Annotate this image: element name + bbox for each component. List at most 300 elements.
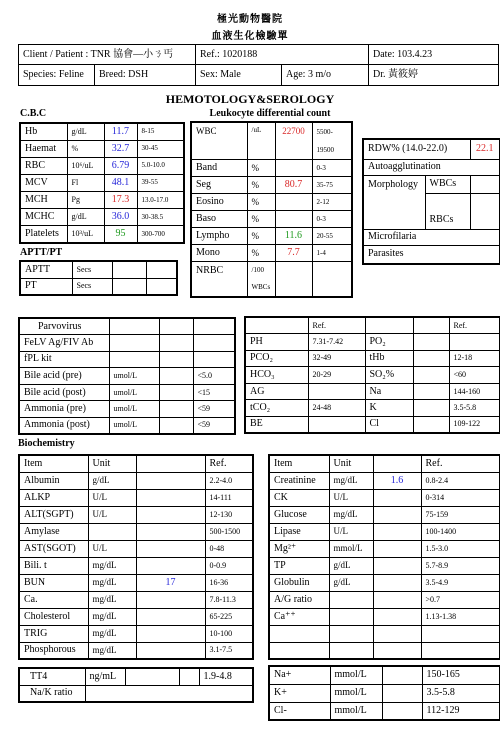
biochem-unit: U/L (329, 489, 373, 506)
biochem-unit: mg/dL (88, 642, 136, 659)
leuk-row (191, 194, 352, 211)
gas-ref-right: <60 (449, 367, 500, 384)
gas-ref-left: 24-48 (308, 400, 365, 417)
cbc-item: MCV (20, 174, 67, 191)
leuk-item: Lympho (191, 228, 247, 245)
tt4-ref: 1.9-4.8 (199, 668, 253, 685)
report-title: 血液生化檢驗單 (211, 31, 289, 42)
cbc-item: MCH (20, 192, 67, 209)
biochem-unit (329, 625, 373, 642)
aptt-item: PT (20, 278, 72, 295)
gas-item-right: SO₂% (365, 367, 413, 384)
biochem-unit: U/L (88, 540, 136, 557)
electrolyte-unit: mmol/L (330, 702, 382, 720)
biochem-unit: mmol/L (329, 540, 373, 557)
biochem-header-ref: Ref. (421, 455, 500, 472)
biochem-ref: 5.7-8.9 (421, 557, 500, 574)
biochem-unit (329, 591, 373, 608)
gas-row (245, 416, 500, 433)
biochem-row (19, 608, 253, 625)
biochem-header-row (269, 455, 500, 472)
nrbc-row (191, 262, 352, 298)
biochem-ref: 1.5-3.0 (421, 540, 500, 557)
client-patient: Client / Patient : TNR 協會—小ㄋ丐 (19, 45, 196, 65)
gas-row (245, 400, 500, 417)
biochem-unit: mg/dL (88, 574, 136, 591)
serology-ref: <15 (193, 384, 235, 401)
cbc-unit: 10⁶/uL (67, 157, 104, 174)
serology-row (19, 417, 235, 434)
cbc-value: 95 (104, 226, 137, 243)
serology-ref (193, 335, 235, 352)
biochem-ref: 3.5-4.9 (421, 574, 500, 591)
gas-ref-right (449, 334, 500, 351)
serology-unit (109, 335, 159, 352)
serology-row (19, 401, 235, 418)
biochem-ref: 75-159 (421, 506, 500, 523)
gas-item-left: AG (245, 383, 308, 400)
serology-unit (109, 351, 159, 368)
leuk-unit: % (247, 245, 275, 262)
leuk-item: Eosino (191, 194, 247, 211)
biochem-item: A/G ratio (269, 591, 329, 608)
biochem-left-table (18, 454, 254, 660)
electrolyte-ref: 3.5-5.8 (422, 684, 500, 702)
biochem-value (373, 557, 421, 574)
leuk-unit: % (247, 228, 275, 245)
biochem-ref: 500-1500 (205, 523, 253, 540)
biochem-item: Bili. t (19, 557, 88, 574)
gas-ref-right: 109-122 (449, 416, 500, 433)
biochem-row (19, 472, 253, 489)
biochem-ref: 1.13-1.38 (421, 608, 500, 625)
blood-gas-table (244, 316, 500, 434)
gas-item-left: PH (245, 334, 308, 351)
biochem-ref: 100-1400 (421, 523, 500, 540)
leuk-ref: 0-3 (312, 211, 352, 228)
ref-number: Ref.: 1020188 (196, 45, 369, 65)
biochem-row (269, 506, 500, 523)
electrolyte-ref: 150-165 (422, 666, 500, 684)
biochem-unit: mg/dL (88, 608, 136, 625)
parasites: Parasites (363, 245, 500, 264)
gas-item-left: tCO₂ (245, 400, 308, 417)
gas-item-right: PO₂ (365, 334, 413, 351)
leuk-item: Baso (191, 211, 247, 228)
aptt-row (20, 261, 177, 278)
biochem-ref: 0-0.9 (205, 557, 253, 574)
cbc-row (20, 174, 184, 191)
biochem-ref: 14-111 (205, 489, 253, 506)
leuk-ref: 2-12 (312, 194, 352, 211)
leuk-value: 7.7 (275, 245, 312, 262)
leuk-item: Mono (191, 245, 247, 262)
nrbc-unit: /100 WBCs (247, 262, 275, 298)
wbc-ref: 5500- 19500 (312, 122, 352, 160)
biochem-value (373, 591, 421, 608)
biochem-row (269, 557, 500, 574)
serology-unit: umol/L (109, 368, 159, 385)
microfilaria: Microfilaria (363, 229, 500, 245)
gas-item-right: tHb (365, 350, 413, 367)
electrolyte-row (269, 702, 500, 720)
aptt-title: APTT/PT (20, 247, 63, 258)
serology-row (19, 368, 235, 385)
leuk-row (191, 211, 352, 228)
biochem-ref (421, 625, 500, 642)
leuk-unit: % (247, 211, 275, 228)
biochem-row (269, 489, 500, 506)
leuk-unit: % (247, 194, 275, 211)
electrolyte-unit: mmol/L (330, 684, 382, 702)
cbc-item: RBC (20, 157, 67, 174)
biochem-unit: U/L (88, 489, 136, 506)
gas-item-left: BE (245, 416, 308, 433)
cbc-unit: g/dL (67, 123, 104, 140)
serology-item: FeLV Ag/FIV Ab (19, 335, 109, 352)
serology-row (19, 335, 235, 352)
biochem-item: Globulin (269, 574, 329, 591)
leuk-ref: 0-3 (312, 160, 352, 177)
leuk-value: 11.6 (275, 228, 312, 245)
rdw-value: 22.1 (470, 139, 500, 159)
biochem-value (373, 540, 421, 557)
cbc-unit: Pg (67, 192, 104, 209)
doctor: Dr. 黃筱婷 (369, 65, 499, 86)
biochem-ref: 65-225 (205, 608, 253, 625)
biochem-value (136, 472, 205, 489)
morphology-table (362, 138, 500, 265)
cbc-title: C.B.C (20, 108, 47, 119)
biochem-unit: U/L (88, 506, 136, 523)
serology-item: Bile acid (post) (19, 384, 109, 401)
biochem-unit: g/dL (88, 472, 136, 489)
biochem-item: Phosphorous (19, 642, 88, 659)
cbc-table (19, 122, 185, 244)
biochem-row (19, 506, 253, 523)
aptt-unit: Secs (72, 261, 112, 278)
biochem-item: AST(SGOT) (19, 540, 88, 557)
electrolyte-row (269, 666, 500, 684)
gas-row (245, 334, 500, 351)
biochem-item: Glucose (269, 506, 329, 523)
biochem-ref: 0-48 (205, 540, 253, 557)
biochem-header-item: Item (269, 455, 329, 472)
biochem-ref: 0-314 (421, 489, 500, 506)
biochem-value (373, 489, 421, 506)
electrolyte-row (269, 684, 500, 702)
biochem-item: Cholesterol (19, 608, 88, 625)
serology-row (19, 384, 235, 401)
morphology-label: Morphology (363, 175, 425, 229)
serology-ref (193, 318, 235, 335)
aptt-row (20, 278, 177, 295)
serology-unit: umol/L (109, 384, 159, 401)
biochem-unit: mg/dL (329, 506, 373, 523)
serology-table (18, 317, 236, 435)
gas-item-right: Cl (365, 416, 413, 433)
biochem-value (373, 523, 421, 540)
leuk-table (190, 121, 353, 298)
rdw-label: RDW% (14.0-22.0) (363, 139, 470, 159)
electrolyte-unit: mmol/L (330, 666, 382, 684)
gas-ref-right: 144-160 (449, 383, 500, 400)
biochem-row (19, 489, 253, 506)
biochem-ref: 0.8-2.4 (421, 472, 500, 489)
serology-item: Ammonia (pre) (19, 401, 109, 418)
biochem-unit: U/L (329, 523, 373, 540)
gas-ref-right: 3.5-5.8 (449, 400, 500, 417)
biochem-item: Lipase (269, 523, 329, 540)
biochem-value (136, 523, 205, 540)
hemo-title: HEMOTOLOGY&SEROLOGY (165, 92, 335, 106)
wbc-name: WBC (191, 122, 247, 160)
leuk-title: Leukocyte differential count (209, 108, 331, 119)
leuk-ref: 35-75 (312, 177, 352, 194)
gas-header-row (245, 317, 500, 334)
biochem-item: CK (269, 489, 329, 506)
biochem-row (19, 625, 253, 642)
cbc-row (20, 123, 184, 140)
electrolyte-item: Cl- (269, 702, 330, 720)
tt4-label: TT4 (19, 668, 85, 685)
gas-item-left: HCO₃ (245, 367, 308, 384)
tt4-unit: ng/mL (85, 668, 125, 685)
leuk-value: 80.7 (275, 177, 312, 194)
leuk-row (191, 177, 352, 194)
electrolyte-ref: 112-129 (422, 702, 500, 720)
biochem-title: Biochemistry (18, 438, 75, 449)
biochem-unit (88, 523, 136, 540)
aptt-table (19, 260, 178, 296)
cbc-value: 32.7 (104, 140, 137, 157)
biochem-row (269, 523, 500, 540)
biochem-row (19, 574, 253, 591)
gas-ref-left: 32-49 (308, 350, 365, 367)
biochem-value (136, 540, 205, 557)
leuk-item: Seg (191, 177, 247, 194)
biochem-unit: mg/dL (329, 472, 373, 489)
biochem-unit: mg/dL (88, 625, 136, 642)
gas-item-right: Na (365, 383, 413, 400)
aptt-unit: Secs (72, 278, 112, 295)
cbc-row (20, 209, 184, 226)
wbc-value: 22700 (275, 122, 312, 160)
biochem-ref: 10-100 (205, 625, 253, 642)
cbc-value: 6.79 (104, 157, 137, 174)
leuk-unit: % (247, 177, 275, 194)
aptt-item: APTT (20, 261, 72, 278)
biochem-unit: g/dL (329, 574, 373, 591)
biochem-row (19, 591, 253, 608)
biochem-header-item: Item (19, 455, 88, 472)
electrolyte-item: Na+ (269, 666, 330, 684)
cbc-ref: 5.0-10.0 (137, 157, 184, 174)
gas-item-left: PCO₂ (245, 350, 308, 367)
tt4-table (18, 667, 254, 703)
serology-item: Parvovirus (19, 318, 109, 335)
serology-ref (193, 351, 235, 368)
serology-ref: <5.0 (193, 368, 235, 385)
leuk-row (191, 160, 352, 177)
cbc-row (20, 157, 184, 174)
serology-unit (109, 318, 159, 335)
cbc-unit: 10³/uL (67, 226, 104, 243)
biochem-header-row (19, 455, 253, 472)
biochem-item: Mg²⁺ (269, 540, 329, 557)
leuk-value (275, 194, 312, 211)
cbc-ref: 30-45 (137, 140, 184, 157)
cbc-value: 17.3 (104, 192, 137, 209)
biochem-ref: 3.1-7.5 (205, 642, 253, 659)
cbc-ref: 39-55 (137, 174, 184, 191)
biochem-value (136, 489, 205, 506)
cbc-item: Haemat (20, 140, 67, 157)
nak-ratio-label: Na/K ratio (19, 685, 85, 702)
biochem-row (269, 472, 500, 489)
cbc-item: Platelets (20, 226, 67, 243)
biochem-row (19, 642, 253, 659)
cbc-row (20, 140, 184, 157)
biochem-value (136, 608, 205, 625)
cbc-unit: g/dL (67, 209, 104, 226)
biochem-item: Albumin (19, 472, 88, 489)
gas-ref-left (308, 383, 365, 400)
biochem-item: Creatinine (269, 472, 329, 489)
biochem-right-table (268, 454, 500, 660)
biochem-row (269, 574, 500, 591)
biochem-value (373, 608, 421, 625)
patient-info-table (18, 44, 499, 86)
gas-ref-left (308, 416, 365, 433)
serology-ref: <59 (193, 401, 235, 418)
hospital-name: 極光動物醫院 (217, 14, 283, 25)
biochem-item (269, 642, 329, 659)
biochem-value (373, 574, 421, 591)
cbc-item: MCHC (20, 209, 67, 226)
biochem-row (269, 608, 500, 625)
leuk-value (275, 211, 312, 228)
biochem-value (136, 642, 205, 659)
biochem-ref: 12-130 (205, 506, 253, 523)
serology-unit: umol/L (109, 401, 159, 418)
biochem-item: Ca. (19, 591, 88, 608)
biochem-value (136, 506, 205, 523)
rbcs-label: RBCs (425, 193, 470, 229)
electrolytes-table (268, 665, 500, 721)
biochem-row (269, 642, 500, 659)
biochem-row (269, 625, 500, 642)
electrolyte-item: K+ (269, 684, 330, 702)
serology-ref: <59 (193, 417, 235, 434)
gas-ref-left: 20-29 (308, 367, 365, 384)
biochem-item: BUN (19, 574, 88, 591)
nrbc-label: NRBC (191, 262, 247, 298)
wbcs-label: WBCs (425, 175, 470, 193)
biochem-item: TP (269, 557, 329, 574)
leuk-item: Band (191, 160, 247, 177)
cbc-ref: 30-38.5 (137, 209, 184, 226)
cbc-value: 36.0 (104, 209, 137, 226)
biochem-ref (421, 642, 500, 659)
leuk-row (191, 245, 352, 262)
autoagglutination: Autoagglutination (363, 159, 500, 175)
leuk-row (191, 228, 352, 245)
biochem-unit (329, 642, 373, 659)
biochem-item: TRIG (19, 625, 88, 642)
biochem-value (136, 557, 205, 574)
biochem-row (19, 523, 253, 540)
biochem-header-ref: Ref. (205, 455, 253, 472)
biochem-item: ALT(SGPT) (19, 506, 88, 523)
gas-row (245, 367, 500, 384)
serology-item: Bile acid (pre) (19, 368, 109, 385)
age: Age: 3 m/o (282, 65, 369, 86)
leuk-value (275, 160, 312, 177)
gas-item-right: K (365, 400, 413, 417)
biochem-value (373, 642, 421, 659)
biochem-value (136, 625, 205, 642)
sex: Sex: Male (196, 65, 282, 86)
biochem-header-unit: Unit (329, 455, 373, 472)
biochem-item: ALKP (19, 489, 88, 506)
biochem-item: Amylase (19, 523, 88, 540)
biochem-row (19, 557, 253, 574)
biochem-unit: g/dL (329, 557, 373, 574)
serology-unit: umol/L (109, 417, 159, 434)
cbc-value: 48.1 (104, 174, 137, 191)
gas-row (245, 383, 500, 400)
cbc-row (20, 192, 184, 209)
biochem-ref: >0.7 (421, 591, 500, 608)
cbc-ref: 13.0-17.0 (137, 192, 184, 209)
biochem-value: 17 (136, 574, 205, 591)
biochem-header-unit: Unit (88, 455, 136, 472)
serology-row (19, 318, 235, 335)
biochem-item (269, 625, 329, 642)
biochem-value (373, 506, 421, 523)
biochem-unit: mg/dL (88, 557, 136, 574)
species: Species: Feline (19, 65, 95, 86)
cbc-unit: Fl (67, 174, 104, 191)
serology-row (19, 351, 235, 368)
wbc-unit: /uL (247, 122, 275, 160)
serology-item: Ammonia (post) (19, 417, 109, 434)
biochem-item: Ca⁺⁺ (269, 608, 329, 625)
cbc-unit: % (67, 140, 104, 157)
biochem-value (136, 591, 205, 608)
gas-ref-header-left: Ref. (308, 317, 365, 334)
biochem-unit (329, 608, 373, 625)
gas-ref-left: 7.31-7.42 (308, 334, 365, 351)
biochem-ref: 2.2-4.0 (205, 472, 253, 489)
cbc-value: 11.7 (104, 123, 137, 140)
biochem-ref: 7.8-11.3 (205, 591, 253, 608)
breed: Breed: DSH (95, 65, 196, 86)
gas-ref-header-right: Ref. (449, 317, 500, 334)
biochem-unit: mg/dL (88, 591, 136, 608)
cbc-item: Hb (20, 123, 67, 140)
cbc-ref: 300-700 (137, 226, 184, 243)
gas-row (245, 350, 500, 367)
date: Date: 103.4.23 (369, 45, 499, 65)
leuk-ref: 1-4 (312, 245, 352, 262)
leuk-ref: 20-55 (312, 228, 352, 245)
leuk-unit: % (247, 160, 275, 177)
biochem-row (269, 591, 500, 608)
gas-ref-right: 12-18 (449, 350, 500, 367)
cbc-ref: 8-15 (137, 123, 184, 140)
